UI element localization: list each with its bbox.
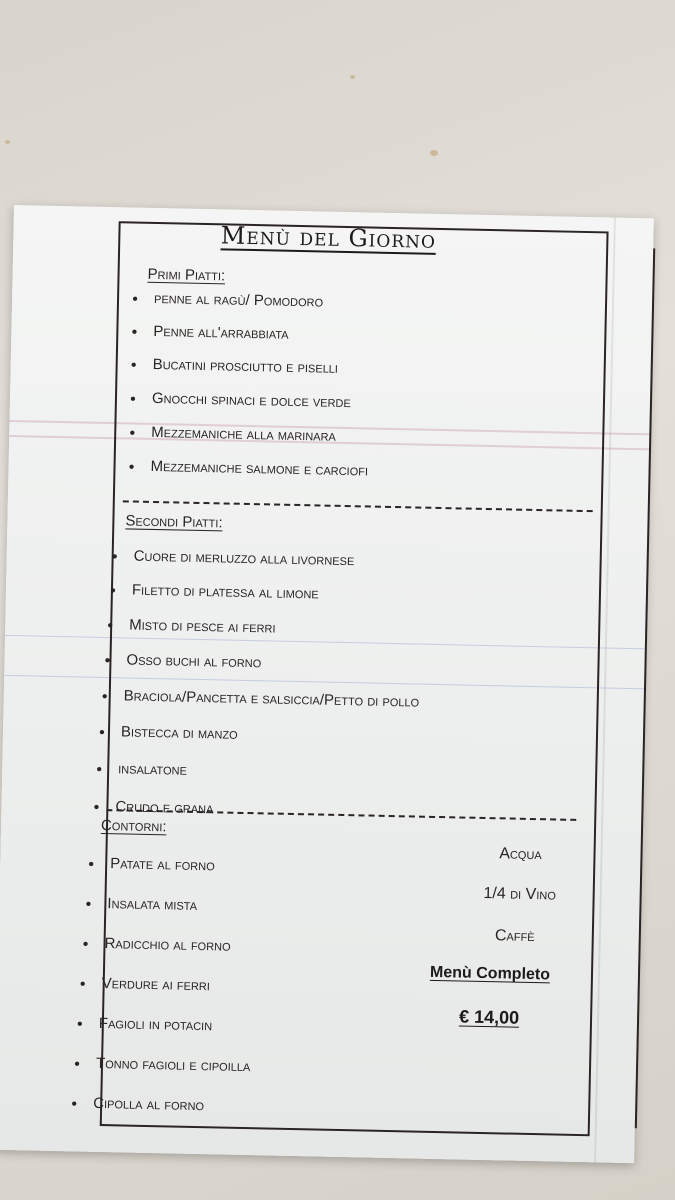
item-label: Misto di pesce ai ferri [129,616,276,637]
bullet-icon: ● [111,550,118,562]
list-item [77,1014,213,1034]
bullet-icon: ● [93,801,100,813]
bullet-icon: ● [71,1097,78,1110]
item-label: Mezzemaniche alla marinara [151,423,337,445]
item-label: Bistecca di manzo [120,723,238,743]
list-item [107,616,276,637]
bullet-icon: ● [104,654,111,666]
list-item [85,895,197,914]
item-label: Patate al forno [110,855,215,875]
caffe-label: Caffè [494,927,535,946]
item-label: Crudo e grana [115,798,214,818]
vino-label: 1/4 di Vino [483,884,557,904]
list-item [96,760,187,779]
list-item [82,935,230,955]
item-label: Braciola/Pancetta e salsiccia/Petto di pollo [123,687,420,711]
item-label: Osso buchi al forno [126,651,262,672]
item-label: Radicchio al forno [104,935,231,955]
menu-completo-label: Menù Completo [429,963,551,984]
menu-card [0,205,654,1163]
bullet-icon: ● [101,690,108,702]
list-item [88,855,215,875]
menu-price: € 14,00 [458,1006,520,1028]
bullet-icon: ● [85,898,92,910]
bullet-icon: ● [107,619,114,631]
bullet-icon: ● [129,393,137,405]
contorni-heading: Contorni: [100,816,167,836]
item-label: Penne all'arrabbiata [153,322,289,343]
menu-title: Menù del Giorno [220,221,437,254]
list-item [80,975,211,995]
item-label: Bucatini prosciutto e piselli [152,355,339,377]
list-item [93,798,213,818]
bullet-icon: ● [131,326,138,338]
bullet-icon: ● [129,426,136,439]
item-label: Tonno fagioli e cipoilla [95,1054,251,1076]
bullet-icon: ● [128,460,135,473]
crumb [5,140,10,144]
acqua-label: Acqua [499,845,542,864]
item-label: Insalata mista [107,895,198,914]
bullet-icon: ● [76,1018,84,1030]
item-label: Verdure ai ferri [101,975,211,995]
crumb [350,75,355,79]
item-label: Filetto di platessa al limone [131,581,319,603]
secondi-heading: Secondi Piatti: [125,512,223,532]
bullet-icon: ● [109,584,117,596]
item-label: Gnocchi spinaci e dolce verde [151,389,351,412]
item-label: Mezzemaniche salmone e carciofi [150,457,369,480]
bullet-icon: ● [130,359,137,371]
bullet-icon: ● [79,978,86,990]
bullet-icon: ● [88,858,95,870]
item-label: Fagioli in potacin [98,1014,213,1035]
item-label: insalatone [118,760,188,779]
list-item [99,723,238,743]
crumb [430,150,438,156]
item-label: penne al ragù/ Pomodoro [153,289,324,311]
item-label: Cuore di merluzzo alla livornese [133,547,355,570]
list-item [131,322,289,342]
list-item [71,1094,204,1114]
bullet-icon: ● [96,763,103,775]
bullet-icon: ● [82,938,89,950]
list-item [104,651,261,671]
bullet-icon: ● [98,726,106,738]
primi-heading: Primi Piatti: [147,265,226,285]
item-label: Cipolla al forno [93,1094,205,1115]
bullet-icon: ● [73,1057,81,1070]
bullet-icon: ● [131,293,139,305]
